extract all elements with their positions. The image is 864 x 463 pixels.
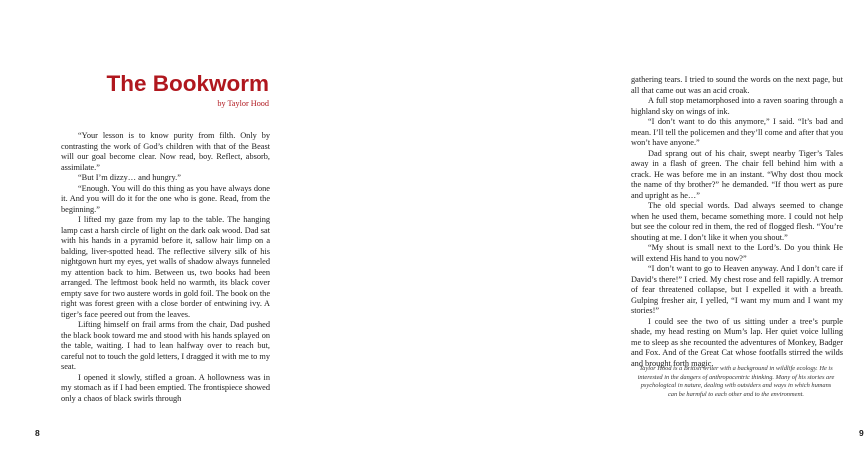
author-byline: by Taylor Hood (217, 99, 269, 108)
paragraph: Lifting himself on frail arms from the chair, Dad pushed the black book toward me and stood with his hands splayed on the table, waiting. I had to lean halfway over to reach but, careful not to touch the gold letters, I dragged it with me to my seat. (61, 320, 270, 371)
paragraph: I opened it slowly, stifled a groan. A hollowness was in my stomach as if I had been emptied. The frontispiece showed only a chaos of black swirls through (61, 372, 270, 403)
left-text-column (61, 131, 270, 404)
right-page (300, 0, 864, 463)
left-page (0, 0, 300, 463)
paragraph: “I don’t want to do this anymore,” I said. “It’s bad and mean. I’ll tell the policemen and they’ll come and after that you won’t have anyone.” (631, 117, 843, 147)
page-number: 8 (35, 428, 40, 438)
paragraph: The old special words. Dad always seemed to change when he used them, became something more. I could not help but see the colour red in them, the red of flogged flesh. “You’re shouting at me. I don’t like it when you shout.” (631, 201, 843, 242)
paragraph: “My shout is small next to the Lord’s. Do you think He will extend His hand to you now?” (631, 243, 843, 263)
paragraph: I lifted my gaze from my lap to the table. The hanging lamp cast a harsh circle of light on the dark oak wood. Dad sat with his hands in a pyramid before it, sallow hair limp on a balding, liver-spotted head. The reflective silvery silk of his nightgown hurt my eyes, yet walls of shadow always funneled my attention back to him. Between us, two books had been arranged. The leftmost book held no warmth, its black cover empty save for two austere words in gold foil. The book on the right was forest green with a close border of entwining ivy. A tiger’s face peered out from the leaves. (61, 215, 270, 319)
paragraph: Dad sprang out of his chair, swept nearby Tiger’s Tales away in a flash of green. The chair fell behind him with a crack. He was before me in an instant. “Why dost thou mock the name of thy brother?” he demanded. “If thou wert as pure and upright as he…” (631, 148, 843, 200)
paragraph: gathering tears. I tried to sound the words on the next page, but all that came out was an acid croak. (631, 75, 843, 95)
author-bio: Taylor Hood is a British writer with a background in wildlife ecology. He is interested in the dangers of anthropocentric thinking. Many of his stories are psychological in nature, dealing with outsiders and ways in which humans can be harmful to each other and to the environment. (637, 365, 835, 398)
page-number: 9 (859, 428, 864, 438)
right-text-column (631, 75, 843, 369)
paragraph: “I don’t want to go to Heaven anyway. And I don’t care if David’s there!” I cried. My chest rose and fell rapidly. A tremor of fear threatened collapse, but I expelled it with a breath. Gulping fresher air, I yelled, “I want my mum and I want my stories!” (631, 264, 843, 315)
paragraph: “Enough. You will do this thing as you have always done it. And you will do it for the one who is gone. Read, from the beginning.” (61, 183, 270, 214)
paragraph: A full stop metamorphosed into a raven soaring through a highland sky on wings of ink. (631, 96, 843, 116)
paragraph: “But I’m dizzy… and hungry.” (78, 173, 181, 182)
story-title: The Bookworm (106, 71, 269, 96)
paragraph: I could see the two of us sitting under a tree’s purple shade, my head resting on Mum’s lap. Her quiet voice lulling me to sleep as she recounted the adventures of Monkey, Badger and Fox. And of the Great Cat whose footfalls stirred the wilds and brought forth magic. (631, 316, 843, 368)
paragraph: “Your lesson is to know purity from filth. Only by contrasting the work of God’s children with that of the Beast will our goal become clear. Now read, boy. Reflect, absorb, assimilate.” (61, 131, 270, 172)
